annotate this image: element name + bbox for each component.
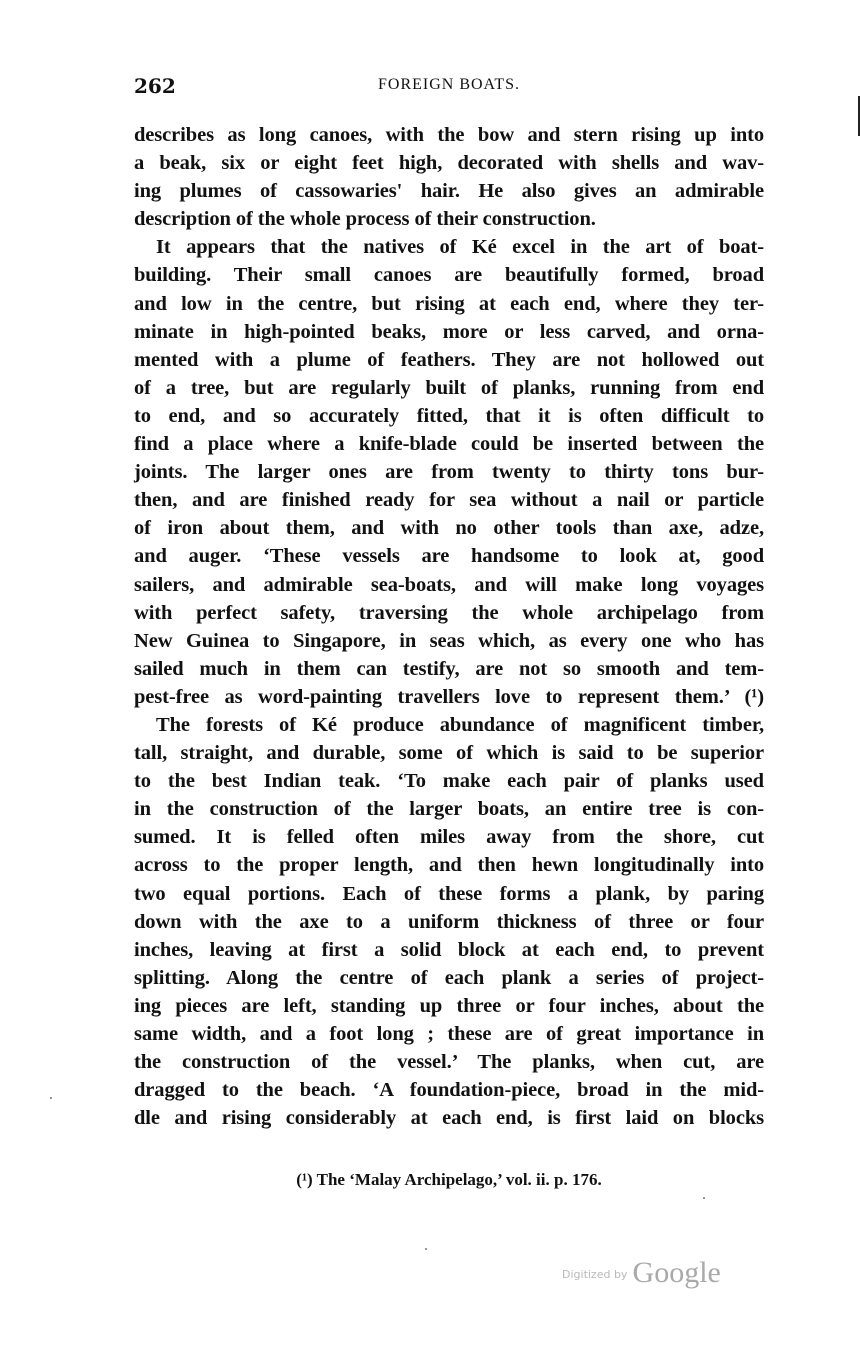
- text-line: of iron about them, and with no other tools than axe, adze,: [134, 517, 764, 540]
- text-line: description of the whole process of their construction.: [134, 208, 596, 231]
- text-line: with perfect safety, traversing the whole archipelago from: [134, 601, 764, 624]
- footnote: (¹) The ‘Malay Archipelago,’ vol. ii. p. 176.: [296, 1170, 602, 1189]
- text-line: New Guinea to Singapore, in seas which, as every one who has: [134, 629, 764, 652]
- text-line: joints. The larger ones are from twenty to thirty tons bur-: [134, 461, 764, 484]
- digitized-by-google-watermark: [562, 1256, 721, 1290]
- text-line: inches, leaving at first a solid block at each end, to prevent: [134, 938, 764, 961]
- text-line: and auger. ‘These vessels are handsome to look at, good: [134, 545, 764, 568]
- text-line: splitting. Along the centre of each plank a series of project-: [134, 966, 764, 989]
- body-text: [134, 121, 764, 1132]
- text-line: mented with a plume of feathers. They are not hollowed out: [134, 348, 764, 371]
- text-line: building. Their small canoes are beautifully formed, broad: [134, 264, 764, 287]
- text-line: minate in high-pointed beaks, more or less carved, and orna-: [134, 320, 764, 343]
- text-line: same width, and a foot long ; these are of great importance in: [134, 1023, 764, 1045]
- text-line: sailed much in them can testify, are not so smooth and tem-: [134, 657, 764, 680]
- text-line: describes as long canoes, with the bow and stern rising up into: [134, 124, 764, 146]
- scan-speck: [425, 1248, 427, 1250]
- text-line: sumed. It is felled often miles away from the shore, cut: [134, 826, 764, 849]
- text-line: to end, and so accurately fitted, that it is often difficult to: [134, 404, 764, 427]
- text-line: then, and are finished ready for sea without a nail or particle: [134, 489, 764, 512]
- text-line: across to the proper length, and then hewn longitudinally into: [134, 854, 764, 877]
- page-header: [134, 74, 764, 104]
- watermark-prefix: Digitized by: [562, 1268, 628, 1281]
- text-line: dragged to the beach. ‘A foundation-piece, broad in the mid-: [134, 1079, 764, 1102]
- text-line: and low in the centre, but rising at each end, where they ter-: [134, 292, 764, 315]
- text-line: two equal portions. Each of these forms a plank, by paring: [134, 882, 764, 905]
- page-number: 262: [134, 74, 176, 98]
- text-line: ing plumes of cassowaries' hair. He also gives an admirable: [134, 180, 764, 203]
- text-line: ing pieces are left, standing up three or four inches, about the: [134, 994, 764, 1017]
- text-line: a beak, six or eight feet high, decorated with shells and wav-: [134, 152, 764, 175]
- paragraph-start-line: The forests of Ké produce abundance of magnificent timber,: [156, 713, 764, 736]
- text-line: to the best Indian teak. ‘To make each pair of planks used: [134, 770, 764, 793]
- text-line: sailers, and admirable sea-boats, and will make long voyages: [134, 573, 764, 596]
- google-logo: Google: [632, 1256, 721, 1289]
- text-line: the construction of the vessel.’ The planks, when cut, are: [134, 1051, 764, 1074]
- text-line: in the construction of the larger boats, an entire tree is con-: [134, 798, 764, 821]
- text-line: tall, straight, and durable, some of which is said to be superior: [134, 742, 764, 765]
- scan-speck: [50, 1097, 52, 1099]
- text-line: dle and rising considerably at each end, is first laid on blocks: [134, 1107, 764, 1130]
- text-line: down with the axe to a uniform thickness of three or four: [134, 910, 764, 933]
- text-line: find a place where a knife-blade could be inserted between the: [134, 433, 764, 456]
- paragraph-start-line: It appears that the natives of Ké excel in the art of boat-: [156, 236, 764, 259]
- text-line: pest-free as word-painting travellers love to represent them.’ (¹): [134, 685, 764, 708]
- text-line: of a tree, but are regularly built of planks, running from end: [134, 376, 764, 399]
- running-head: FOREIGN BOATS.: [377, 76, 520, 93]
- scan-speck: [703, 1197, 705, 1199]
